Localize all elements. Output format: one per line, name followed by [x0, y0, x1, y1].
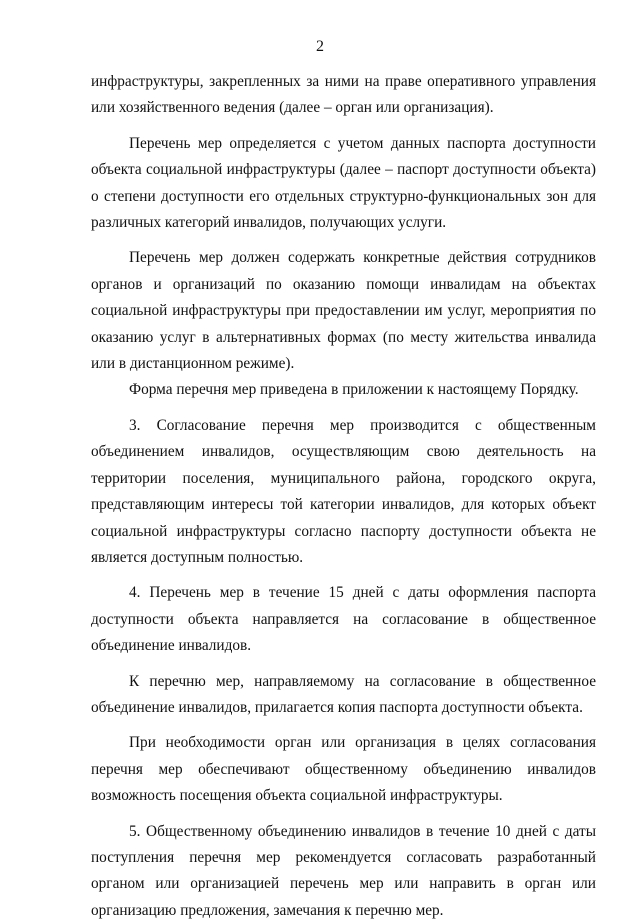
- paragraph-passport-copy: К перечню мер, направляемому на согласование в общественное объединение инвалидов, прилагается копия паспорта доступности объекта.: [91, 672, 596, 716]
- paragraph-measures-content: Перечень мер должен содержать конкретные действия сотрудников органов и организаций по оказанию помощи инвалидам на объектах социальной инфраструктуры при предоставлении им услуг, мероприятия по оказанию услуг в альтернативных формах (по месту жительства инвалида или в дистанционном режиме).: [91, 249, 596, 373]
- paragraph-item-3: 3. Согласование перечня мер производится с общественным объединением инвалидов, осуществляющим свою деятельность на территории поселения, муниципального района, городского округа, представляющим интересы той категории инвалидов, для которых объект социальной инфраструктуры согласно паспорту доступности объекта не является доступным полностью.: [91, 416, 596, 566]
- page-number: 2: [316, 38, 324, 55]
- paragraph-item-5: 5. Общественному объединению инвалидов в течение 10 дней с даты поступления перечня мер рекомендуется согласовать разработанный органом или организацией перечень мер или направить в орган или организацию предложения, замечания к перечню мер.: [91, 822, 596, 919]
- paragraph-measures-definition: Перечень мер определяется с учетом данных паспорта доступности объекта социальной инфраструктуры (далее – паспорт доступности объекта) о степени доступности его отдельных структурно-функциональных зон для различных категорий инвалидов, получающих услуги.: [91, 134, 596, 232]
- paragraph-site-visit: При необходимости орган или организация в целях согласования перечня мер обеспечивают общественному объединению инвалидов возможность посещения объекта социальной инфраструктуры.: [91, 734, 596, 805]
- paragraph-item-4: 4. Перечень мер в течение 15 дней с даты оформления паспорта доступности объекта направляется на согласование в общественное объединение инвалидов.: [91, 584, 596, 655]
- paragraph-form-reference: Форма перечня мер приведена в приложении к настоящему Порядку.: [129, 381, 579, 399]
- paragraph-continuation: инфраструктуры, закрепленных за ними на праве оперативного управления или хозяйственного ведения (далее – орган или организация).: [91, 73, 596, 117]
- document-body: [91, 69, 596, 924]
